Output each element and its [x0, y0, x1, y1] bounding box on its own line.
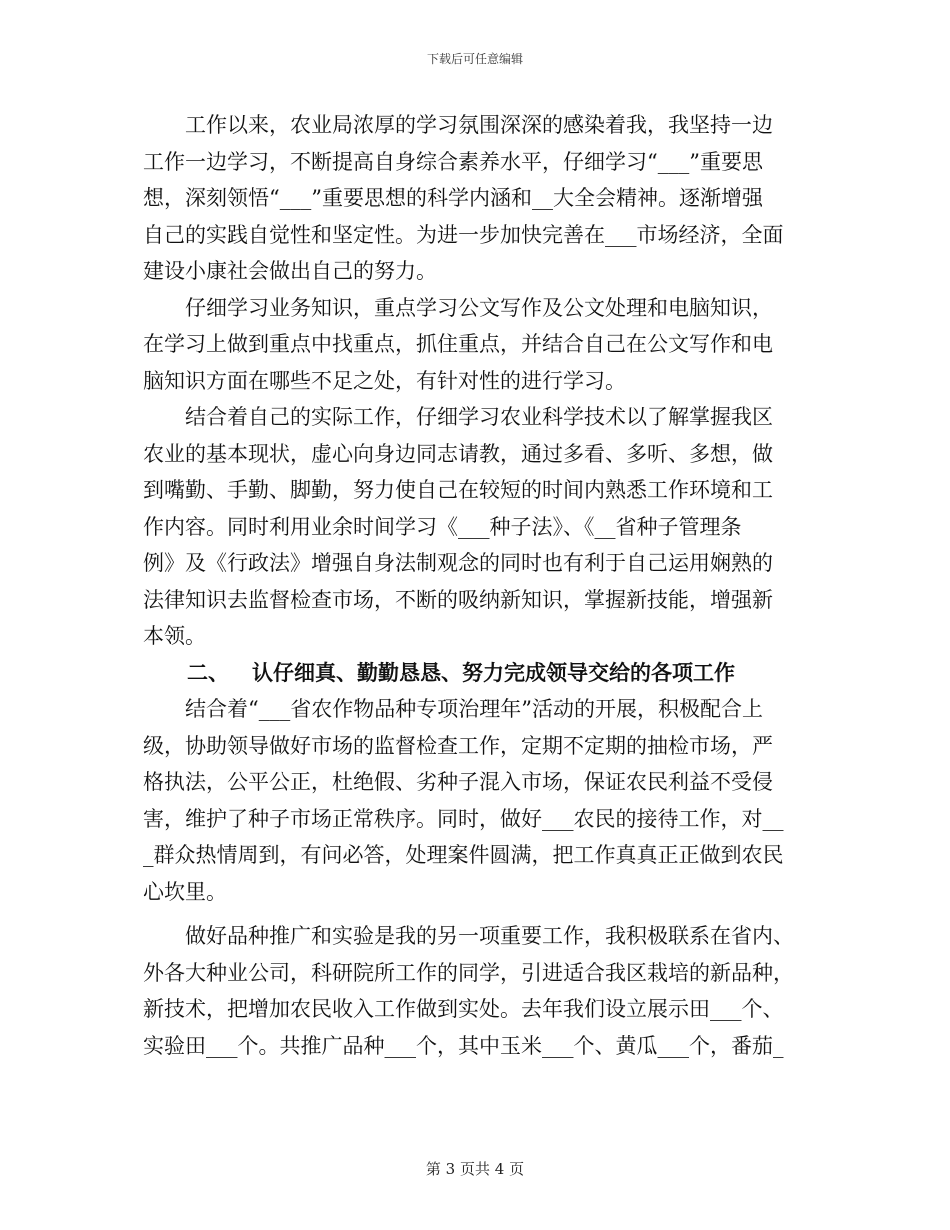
text-line: 农业的基本现状，虚心向身边同志请教，通过多看、多听、多想，做 [143, 441, 773, 466]
text-line: 结合着“___省农作物品种专项治理年”活动的开展，积极配合上 [143, 697, 763, 721]
document-body [143, 107, 808, 1064]
text-line: 心坎里。 [143, 879, 227, 904]
text-line: 建设小康社会做出自己的努力。 [143, 259, 437, 283]
paragraph-business-knowledge [143, 290, 808, 400]
page-footer-number: 第 3 页共 4 页 [425, 1160, 525, 1178]
text-line: 脑知识方面在哪些不足之处，有针对性的进行学习。 [143, 368, 626, 393]
text-line: 工作以来，农业局浓厚的学习氛围深深的感染着我，我坚持一边 [143, 113, 773, 137]
text-line: 实验田___个。共推广品种___个，其中玉米___个、黄瓜___个，番茄_ [143, 1033, 784, 1058]
text-line: 法律知识去监督检查市场，不断的吸纳新知识，掌握新技能，增强新 [143, 587, 773, 612]
text-line: 自己的实践自觉性和坚定性。为进一步加快完善在___市场经济，全面 [143, 222, 784, 247]
text-line: 例》及《行政法》增强自身法制观念的同时也有利于自己运用娴熟的 [143, 551, 773, 575]
section-title: 认仔细真、勤勤恳恳、努力完成领导交给的各项工作 [252, 659, 735, 685]
text-line: 工作一边学习，不断提高自身综合素养水平，仔细学习“___”重要思 [143, 149, 763, 174]
page-header-note: 下载后可任意编辑 [426, 52, 523, 66]
text-line: 格执法，公平公正，杜绝假、劣种子混入市场，保证农民利益不受侵 [143, 770, 773, 794]
text-line: 想，深刻领悟“___”重要思想的科学内涵和__大全会精神。逐渐增强 [143, 186, 763, 210]
paragraph-study-atmosphere [143, 107, 808, 290]
text-line: 本领。 [143, 624, 206, 648]
text-line: _群众热情周到，有问必答，处理案件圆满，把工作真真正正做到农民 [143, 843, 784, 867]
paragraph-variety-promotion [143, 918, 808, 1064]
text-line: 做好品种推广和实验是我的另一项重要工作，我积极联系在省内、 [143, 924, 794, 948]
text-line: 作内容。同时利用业余时间学习《___种子法》、《__省种子管理条 [143, 514, 742, 539]
paragraph-practical-work [143, 399, 808, 655]
text-line: 仔细学习业务知识，重点学习公文写作及公文处理和电脑知识， [143, 295, 773, 320]
paragraph-market-supervision [143, 691, 808, 910]
text-line: 在学习上做到重点中找重点，抓住重点，并结合自己在公文写作和电 [143, 332, 773, 356]
text-line: 新技术，把增加农民收入工作做到实处。去年我们设立展示田___个、 [143, 997, 784, 1021]
text-line: 害，维护了种子市场正常秩序。同时，做好___农民的接待工作，对__ [143, 806, 784, 831]
text-line: 到嘴勤、手勤、脚勤，努力使自己在较短的时间内熟悉工作环境和工 [143, 478, 773, 502]
text-line: 外各大种业公司，科研院所工作的同学，引进适合我区栽培的新品种， [143, 960, 794, 985]
section-heading [143, 655, 808, 692]
text-line: 结合着自己的实际工作，仔细学习农业科学技术以了解掌握我区 [143, 405, 773, 429]
text-line: 级，协助领导做好市场的监督检查工作，定期不定期的抽检市场，严 [143, 733, 773, 758]
section-number: 二、 [187, 659, 229, 685]
